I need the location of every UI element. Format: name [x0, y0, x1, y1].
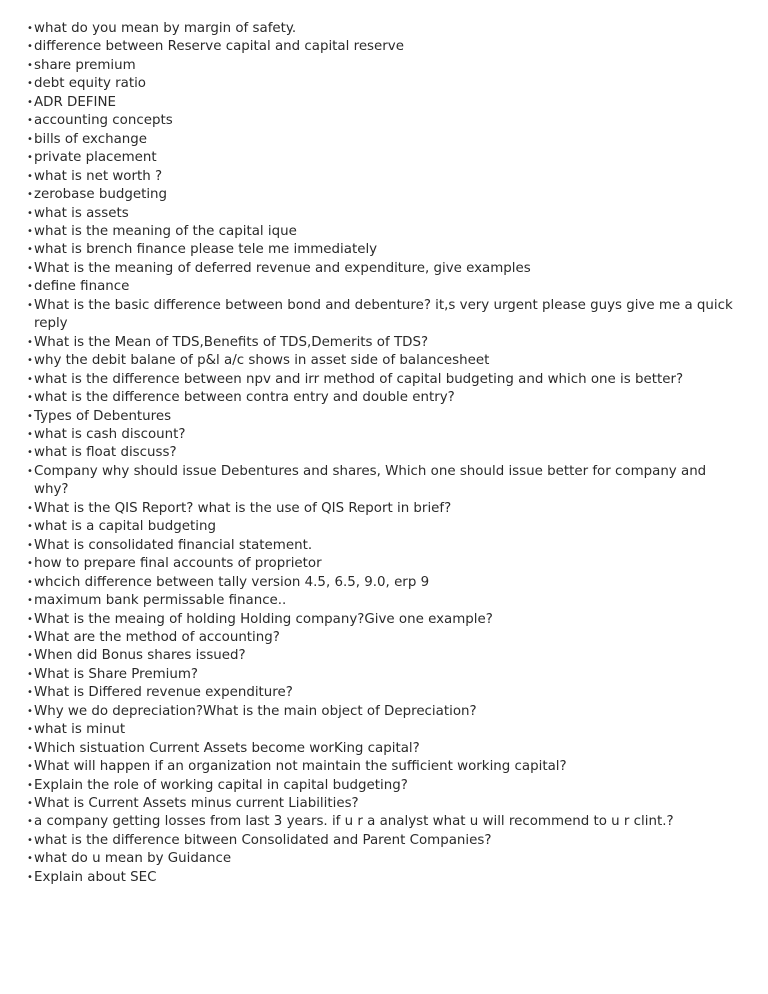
list-item-text: what is the meaning of the capital ique: [34, 223, 297, 239]
list-item-text: what is assets: [34, 205, 129, 221]
bullet-icon: •: [27, 189, 33, 201]
list-item: [27, 75, 739, 93]
bullet-icon: •: [27, 59, 33, 71]
bullet-icon: •: [27, 465, 33, 477]
question-list: [27, 20, 739, 887]
bullet-icon: •: [27, 428, 33, 440]
bullet-icon: •: [27, 853, 33, 865]
list-item-text: Company why should issue Debentures and shares, Which one should issue better for company and why?: [34, 463, 707, 498]
list-item: [27, 500, 739, 518]
list-item-text: what is net worth ?: [34, 168, 163, 184]
bullet-icon: •: [27, 613, 33, 625]
list-item: [27, 57, 739, 75]
list-item-text: maximum bank permissable finance..: [34, 593, 287, 609]
list-item: [27, 260, 739, 278]
bullet-icon: •: [27, 410, 33, 422]
bullet-icon: •: [27, 133, 33, 145]
bullet-icon: •: [27, 576, 33, 588]
bullet-icon: •: [27, 724, 33, 736]
list-item: [27, 574, 739, 592]
list-item: [27, 112, 739, 130]
bullet-icon: •: [27, 373, 33, 385]
list-item-text: What is Differed revenue expenditure?: [34, 685, 293, 701]
list-item: [27, 426, 739, 444]
list-item-text: what is the difference between contra entry and double entry?: [34, 390, 455, 406]
bullet-icon: •: [27, 78, 33, 90]
list-item-text: what is float discuss?: [34, 445, 177, 461]
list-item: [27, 168, 739, 186]
list-item: [27, 592, 739, 610]
list-item: [27, 703, 739, 721]
bullet-icon: •: [27, 816, 33, 828]
bullet-icon: •: [27, 152, 33, 164]
list-item: [27, 131, 739, 149]
list-item: [27, 408, 739, 426]
list-item-text: what is the difference between npv and irr method of capital budgeting and which one is better?: [34, 371, 684, 387]
list-item: [27, 555, 739, 573]
list-item-text: how to prepare final accounts of proprietor: [34, 556, 322, 572]
list-item-text: What is Share Premium?: [34, 666, 198, 682]
bullet-icon: •: [27, 539, 33, 551]
list-item-text: share premium: [34, 57, 136, 73]
list-item: [27, 223, 739, 241]
list-item: [27, 205, 739, 223]
bullet-icon: •: [27, 502, 33, 514]
bullet-icon: •: [27, 262, 33, 274]
list-item: [27, 297, 739, 334]
list-item-text: what is minut: [34, 722, 126, 738]
list-item-text: debt equity ratio: [34, 76, 146, 92]
list-item: [27, 684, 739, 702]
list-item: [27, 241, 739, 259]
bullet-icon: •: [27, 23, 33, 34]
bullet-icon: •: [27, 281, 33, 293]
list-item-text: what is a capital budgeting: [34, 519, 216, 535]
list-item-text: what do u mean by Guidance: [34, 851, 232, 867]
list-item-text: What is the meaing of holding Holding company?Give one example?: [34, 611, 493, 627]
list-item: [27, 38, 739, 56]
list-item-text: What is consolidated financial statement.: [34, 537, 313, 553]
list-item-text: What is Current Assets minus current Liabilities?: [34, 796, 359, 812]
list-item-text: What is the QIS Report? what is the use of QIS Report in brief?: [34, 500, 452, 516]
list-item-text: Types of Debentures: [34, 408, 172, 424]
bullet-icon: •: [27, 96, 33, 108]
bullet-icon: •: [27, 225, 33, 237]
list-item-text: Explain about SEC: [34, 869, 157, 885]
list-item: [27, 832, 739, 850]
bullet-icon: •: [27, 871, 33, 883]
list-item: [27, 647, 739, 665]
bullet-icon: •: [27, 244, 33, 256]
list-item: [27, 278, 739, 296]
bullet-icon: •: [27, 650, 33, 662]
bullet-icon: •: [27, 798, 33, 810]
bullet-icon: •: [27, 170, 33, 182]
list-item-text: What is the meaning of deferred revenue and expenditure, give examples: [34, 260, 531, 276]
list-item: [27, 371, 739, 389]
list-item-text: why the debit balane of p&l a/c shows in asset side of balancesheet: [34, 353, 490, 369]
list-item: [27, 813, 739, 831]
bullet-icon: •: [27, 207, 33, 219]
bullet-icon: •: [27, 355, 33, 367]
bullet-icon: •: [27, 761, 33, 773]
list-item-text: Which sistuation Current Assets become worKing capital?: [34, 740, 420, 756]
list-item: [27, 518, 739, 536]
list-item: [27, 444, 739, 462]
list-item: [27, 611, 739, 629]
list-item-text: Explain the role of working capital in capital budgeting?: [34, 777, 408, 793]
list-item-text: bills of exchange: [34, 131, 148, 147]
bullet-icon: •: [27, 558, 33, 570]
list-item: [27, 721, 739, 739]
bullet-icon: •: [27, 668, 33, 680]
list-item-text: Why we do depreciation?What is the main object of Depreciation?: [34, 703, 477, 719]
list-item: [27, 795, 739, 813]
list-item-text: accounting concepts: [34, 113, 173, 129]
list-item: [27, 777, 739, 795]
bullet-icon: •: [27, 834, 33, 846]
bullet-icon: •: [27, 336, 33, 348]
bullet-icon: •: [27, 705, 33, 717]
bullet-icon: •: [27, 595, 33, 607]
list-item-text: private placement: [34, 150, 157, 166]
list-item-text: whcich difference between tally version 4.5, 6.5, 9.0, erp 9: [34, 574, 430, 590]
list-item-text: define finance: [34, 279, 130, 295]
list-item: [27, 94, 739, 112]
list-item-text: What will happen if an organization not maintain the sufficient working capital?: [34, 759, 567, 775]
bullet-icon: •: [27, 687, 33, 699]
list-item-text: What are the method of accounting?: [34, 629, 280, 645]
list-item-text: a company getting losses from last 3 years. if u r a analyst what u will recommend to u r clint.?: [34, 814, 674, 830]
list-item-text: what do you mean by margin of safety.: [34, 21, 297, 36]
list-item-text: What is the basic difference between bond and debenture? it,s very urgent please guys give me a quick reply: [34, 297, 733, 332]
bullet-icon: •: [27, 392, 33, 404]
list-item: [27, 186, 739, 204]
bullet-icon: •: [27, 447, 33, 459]
list-item: [27, 850, 739, 868]
list-item: [27, 149, 739, 167]
list-item-text: zerobase budgeting: [34, 187, 168, 203]
bullet-icon: •: [27, 115, 33, 127]
list-item-text: When did Bonus shares issued?: [34, 648, 246, 664]
list-item: [27, 463, 739, 500]
list-item: [27, 629, 739, 647]
list-item: [27, 389, 739, 407]
bullet-icon: •: [27, 299, 33, 311]
list-item: [27, 758, 739, 776]
list-item: [27, 740, 739, 758]
list-item-text: difference between Reserve capital and capital reserve: [34, 39, 404, 55]
bullet-icon: •: [27, 41, 33, 53]
list-item: [27, 537, 739, 555]
bullet-icon: •: [27, 742, 33, 754]
list-item: [27, 869, 739, 887]
list-item-text: ADR DEFINE: [34, 94, 116, 110]
bullet-icon: •: [27, 521, 33, 533]
list-item-text: what is the difference bitween Consolidated and Parent Companies?: [34, 832, 492, 848]
list-item: [27, 20, 739, 38]
list-item: [27, 334, 739, 352]
list-item-text: What is the Mean of TDS,Benefits of TDS,Demerits of TDS?: [34, 334, 429, 350]
bullet-icon: •: [27, 779, 33, 791]
list-item: [27, 666, 739, 684]
bullet-icon: •: [27, 631, 33, 643]
list-item: [27, 352, 739, 370]
list-item-text: what is brench finance please tele me immediately: [34, 242, 378, 258]
list-item-text: what is cash discount?: [34, 426, 186, 442]
